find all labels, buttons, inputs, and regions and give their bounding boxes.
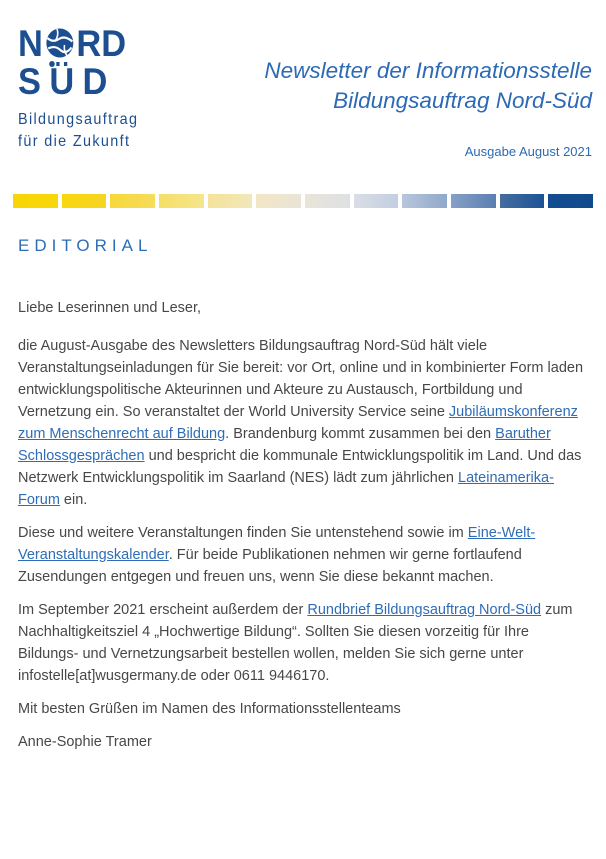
text-run: und bespricht die kommunale Entwicklungspolitik im Land. Und das Netzwerk Entwicklungspolitik im Saarland (NES) lädt zum jährlichen <box>18 448 582 486</box>
logo-letter-n: N <box>18 23 43 64</box>
issue-date: Ausgabe August 2021 <box>464 144 592 159</box>
text-run: Im September 2021 erscheint außerdem der <box>18 602 308 618</box>
text-run: . Für beide Publikationen nehmen wir gerne fortlaufend Zusendungen entgegen und freuen uns, wenn Sie diese bekannt machen. <box>18 547 522 585</box>
editorial-paragraph <box>18 522 593 588</box>
editorial-link[interactable]: Eine-Welt-Veranstaltungskalender <box>18 525 536 563</box>
editorial-link[interactable]: Jubiläumskonferenz zum Menschenrecht auf Bildung <box>18 404 578 442</box>
logo-word-nord <box>18 23 142 64</box>
gradient-segment <box>208 194 253 208</box>
text-run: Mit besten Grüßen im Namen des Informationsstellenteams <box>18 701 401 717</box>
newsletter-title-line1: Newsletter der Informationsstelle <box>264 58 592 83</box>
gradient-segment <box>402 194 447 208</box>
text-run: Anne-Sophie Tramer <box>18 734 152 750</box>
editorial-link[interactable]: Baruther Schlossgesprächen <box>18 426 551 464</box>
editorial-paragraph <box>18 297 593 319</box>
logo-letters-rd: RD <box>76 23 127 64</box>
gradient-segment <box>548 194 593 208</box>
text-run: Diese und weitere Veranstaltungen finden Sie untenstehend sowie im <box>18 525 468 541</box>
header <box>264 56 592 159</box>
text-run: ein. <box>59 492 88 508</box>
logo <box>18 23 152 153</box>
text-run: die August-Ausgabe des Newsletters Bildungsauftrag Nord-Süd hält viele Veranstaltungseinladungen für Sie bereit: vor Ort, online und in kombinierter Form laden entwicklungspolitische Akteurinnen und Akteure zu Austausch, Fortbildung und Vernetzung ein. So veranstaltet der World University Service seine <box>18 338 584 420</box>
gradient-segment <box>451 194 496 208</box>
gradient-segment <box>305 194 350 208</box>
gradient-divider-bar <box>13 194 593 208</box>
editorial-body <box>18 297 593 764</box>
gradient-segment <box>159 194 204 208</box>
logo-subtitle-line2: für die Zukunft <box>18 133 131 150</box>
text-run: zum Nachhaltigkeitsziel 4 „Hochwertige Bildung“. Sollten Sie diesen vorzeitig für Ihre Bildungs- und Vernetzungsarbeit bestellen wollen, melden Sie sich gerne unter infostelle[at]wusgermany.de oder 0611 9446170. <box>18 602 573 684</box>
gradient-segment <box>256 194 301 208</box>
editorial-paragraph <box>18 698 593 720</box>
newsletter-title-line2: Bildungsauftrag Nord-Süd <box>333 88 592 113</box>
editorial-link[interactable]: Rundbrief Bildungsauftrag Nord-Süd <box>307 602 542 618</box>
logo-word-sued: SÜD <box>18 61 116 102</box>
gradient-segment <box>500 194 545 208</box>
editorial-paragraph <box>18 335 593 511</box>
globe-icon <box>45 27 75 63</box>
editorial-paragraph <box>18 731 593 753</box>
logo-subtitle-line1: Bildungsauftrag <box>18 111 139 128</box>
text-run: Liebe Leserinnen und Leser, <box>18 300 202 316</box>
gradient-segment <box>13 194 58 208</box>
gradient-segment <box>110 194 155 208</box>
gradient-segment <box>62 194 107 208</box>
editorial-heading: EDITORIAL <box>18 236 153 255</box>
gradient-segment <box>354 194 399 208</box>
editorial-link[interactable]: Lateinamerika-Forum <box>18 470 554 508</box>
editorial-paragraph <box>18 599 593 687</box>
text-run: . Brandenburg kommt zusammen bei den <box>225 426 496 442</box>
